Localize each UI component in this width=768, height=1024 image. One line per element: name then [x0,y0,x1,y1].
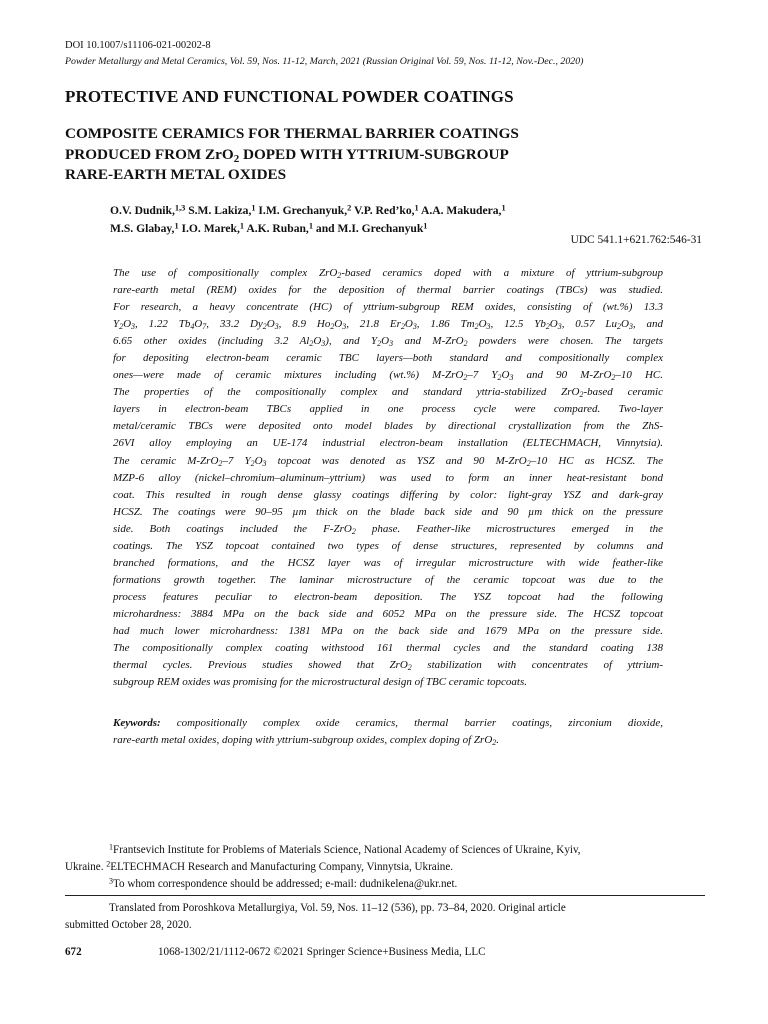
abstract [113,265,663,691]
footnote-divider [65,895,705,896]
abstract-line: For research, a heavy concentrate (HC) of yttrium-subgroup REM oxides, consisting of (wt.%) 13.3 [113,301,663,314]
abstract-line: ones—were made of ceramic mixtures including (wt.%) M-ZrO$_2$–7 $Y_2O_3$ and 90 M-ZrO$_2$–10 HC. [113,369,664,383]
affiliation-line: $^3$To whom correspondence should be addressed; e-mail: dudnikelena@ukr.net. [109,876,458,890]
abstract-line: The use of compositionally complex ZrO$_2$-based ceramics doped with a mixture of yttrium-subgroup [113,267,663,281]
title-line: RARE-EARTH METAL OXIDES [65,166,287,183]
abstract-line: had much lower microhardness: 1381 MPa on the back side and 1679 MPa on the pressure side. [113,624,663,637]
doi-line: DOI 10.1007/s11106-021-00202-8 [65,40,211,51]
abstract-line: process features peculiar to electron-beam deposition. The YSZ topcoat had the following [113,590,663,603]
affiliation-line: Ukraine. $^2$ELTECHMACH Research and Manufacturing Company, Vinnytsia, Ukraine. [65,859,454,873]
abstract-line: 6.65 other oxides (including 3.2 $Al_2O_3$), and $Y_2O_3$ and M-ZrO$_2$ powders were chosen. The targets [113,335,664,349]
keywords-first-line: compositionally complex oxide ceramics, thermal barrier coatings, zirconium dioxide, [160,717,663,729]
article-title [65,124,685,186]
keywords-label: Keywords: [113,717,161,729]
translation-note [65,900,705,934]
journal-citation: Powder Metallurgy and Metal Ceramics, Vol. 59, Nos. 11-12, March, 2021 (Russian Original Vol. 59, Nos. 11-12, Nov.-Dec., 2020) [65,56,584,67]
abstract-line: layers in electron-beam TBCs applied in one process cycle were compared. Two-layer [113,403,663,416]
abstract-line: 26VI alloy employing an UE-174 industrial electron-beam installation (ELTECHMACH, Vinnytsia). [113,437,663,450]
keywords [113,715,663,749]
keywords-line [113,715,663,732]
abstract-line: subgroup REM oxides was promising for the microstructural design of TBC ceramic topcoats. [113,676,528,689]
abstract-line: side. Both coatings included the F-ZrO$_2$ phase. Feather-like microstructures emerged in the [113,522,664,536]
translation-line: Translated from Poroshkova Metallurgiya, Vol. 59, Nos. 11–12 (536), pp. 73–84, 2020. Original article [109,902,566,914]
abstract-line: The ceramic M-ZrO$_2$–7 $Y_2O_3$ topcoat was denoted as YSZ and 90 M-ZrO$_2$–10 HC as HCSZ. The [113,454,663,468]
author-line: M.S. Glabay,$^1$ I.O. Marek,$^1$ A.K. Ruban,$^1$ and M.I. Grechanyuk$^1$ [110,220,428,235]
abstract-line: formations growth together. The laminar microstructure of the ceramic topcoat was due to the [113,573,663,586]
abstract-line: branched formations, and the HCSZ layer was of irregular microstructure with wide feather-like [113,556,663,569]
keywords-second-line: rare-earth metal oxides, doping with yttrium-subgroup oxides, complex doping of ZrO$_2$. [113,734,499,748]
abstract-line: rare-earth metal (REM) oxides for the deposition of thermal barrier coatings (TBCs) was studied. [113,284,663,297]
abstract-line: microhardness: 3884 MPa on the back side and 6052 MPa on the pressure side. The HCSZ topcoat [113,607,663,620]
affiliation-line: $^1$Frantsevich Institute for Problems of Materials Science, National Academy of Sciences of Ukraine, Kyiv, [109,842,581,856]
author-list [110,202,710,237]
section-heading: PROTECTIVE AND FUNCTIONAL POWDER COATINGS [65,87,514,106]
udc-code: UDC 541.1+621.762:546-31 [570,234,702,246]
abstract-line: The compositionally complex coating withstood 161 thermal cycles and the standard coating 138 [113,642,663,655]
abstract-line: metal/ceramic TBCs were deposited onto model blades by directional crystallization from the ZhS- [113,420,663,433]
abstract-line: HCSZ. The coatings were 90–95 µm thick on the blade back side and 90 µm thick on the pressure [113,505,663,518]
translation-line: submitted October 28, 2020. [65,919,192,931]
author-line: O.V. Dudnik,$^{1,3}$ S.M. Lakiza,$^1$ I.M. Grechanyuk,$^2$ V.P. Red’ko,$^1$ A.A. Makudera,$^1$ [110,203,506,217]
abstract-line: MZP-6 alloy (nickel–chromium–aluminum–yttrium) was used to form an inner heat-resistant bond [113,471,663,484]
abstract-line: for depositing electron-beam ceramic TBC layers—both standard and compositionally complex [113,352,663,365]
abstract-line: coat. This resulted in rough dense glassy coatings differing by color: light-gray YSZ and dark-gray [113,488,663,501]
affiliations [65,842,705,893]
abstract-line: thermal cycles. Previous studies showed that ZrO$_2$ stabilization with concentrates of yttrium- [113,659,664,673]
title-line: COMPOSITE CERAMICS FOR THERMAL BARRIER COATINGS [65,125,519,142]
page-number: 672 [65,946,82,958]
abstract-line: $Y_2O_3$, 1.22 $Tb_4O_7$, 33.2 $Dy_2O_3$, 8.9 $Ho_2O_3$, 21.8 $Er_2O_3$, 1.86 $Tm_2O_3$, 12.5 $Yb_2O_3$, 0.57 $Lu_2O_3$, and [113,318,664,332]
abstract-line: The properties of the compositionally complex and standard yttria-stabilized ZrO$_2$-based ceramic [113,386,663,400]
abstract-line: coatings. The YSZ topcoat contained two types of dense structures, represented by columns and [113,539,663,552]
title-line: PRODUCED FROM ZrO$_2$ DOPED WITH YTTRIUM-SUBGROUP [65,145,509,165]
copyright-line: 1068-1302/21/1112-0672 ©2021 Springer Science+Business Media, LLC [158,946,486,958]
